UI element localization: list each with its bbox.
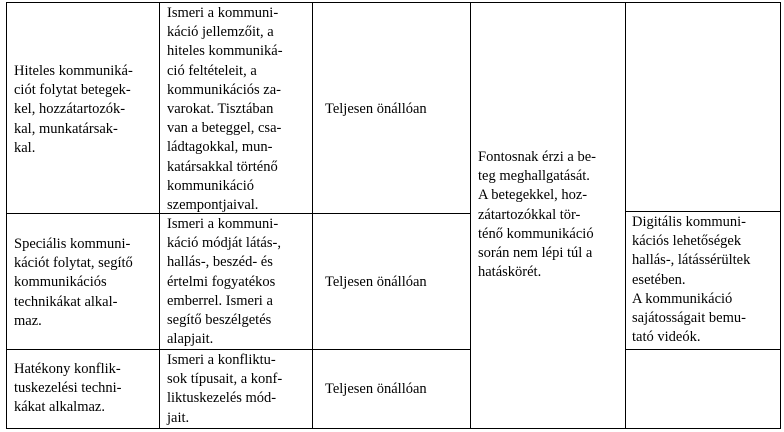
table-top-border bbox=[6, 2, 781, 3]
row-2-knowledge: Ismeri a kommuni- káció módját látás-, hallás-, beszéd- és értelmi fogyatékos emberrel. Ismeri a segítő beszélgetés alapjait. bbox=[167, 216, 281, 348]
col-line-5 bbox=[780, 2, 781, 429]
row-1-autonomy: Teljesen önállóan bbox=[325, 101, 427, 117]
row-2-competence: Speciális kommuni- kációt folytat, segítő kommunikációs technikákat alkal- maz. bbox=[14, 236, 133, 329]
table-bottom-border bbox=[6, 428, 781, 429]
row-3-knowledge: Ismeri a konfliktu- sok típusait, a konf- liktuskezelés mód- jait. bbox=[167, 352, 283, 426]
col-line-2 bbox=[312, 2, 313, 429]
col-line-1 bbox=[159, 2, 160, 429]
resources-cell: Digitális kommuni- kációs lehetőségek hallás-, látássérültek esetében. A kommunikáció sajátosságait bemu- tató videók. bbox=[632, 214, 751, 346]
resources-divider-top bbox=[625, 211, 781, 212]
row-1-competence: Hiteles kommuniká- ciót folytat betegek- kel, hozzátartozók- kal, munkatársak- kal. bbox=[14, 63, 133, 156]
row-2-autonomy: Teljesen önállóan bbox=[325, 274, 427, 290]
resources-divider-bottom bbox=[625, 349, 781, 350]
row-1-knowledge: Ismeri a kommuni- káció jellemzőit, a hiteles kommuniká- ció feltételeit, a kommunikációs za- varokat. Tisztában van a beteggel, csa- ládtagokkal, mun- katársakkal történő kommunikáció szempontjaival. bbox=[167, 5, 283, 214]
col-line-0 bbox=[6, 2, 7, 429]
attitude-cell: Fontosnak érzi a be- teg meghallgatását. A betegekkel, hoz- zátartozókkal tör- ténő kommunikáció során nem lépi túl a hatáskörét. bbox=[478, 149, 596, 281]
col-line-3 bbox=[470, 2, 471, 429]
row-3-competence: Hatékony konflik- tuskezelési techni- kákat alkalmaz. bbox=[14, 361, 122, 416]
row-3-autonomy: Teljesen önállóan bbox=[325, 381, 427, 397]
col-line-4 bbox=[625, 2, 626, 429]
